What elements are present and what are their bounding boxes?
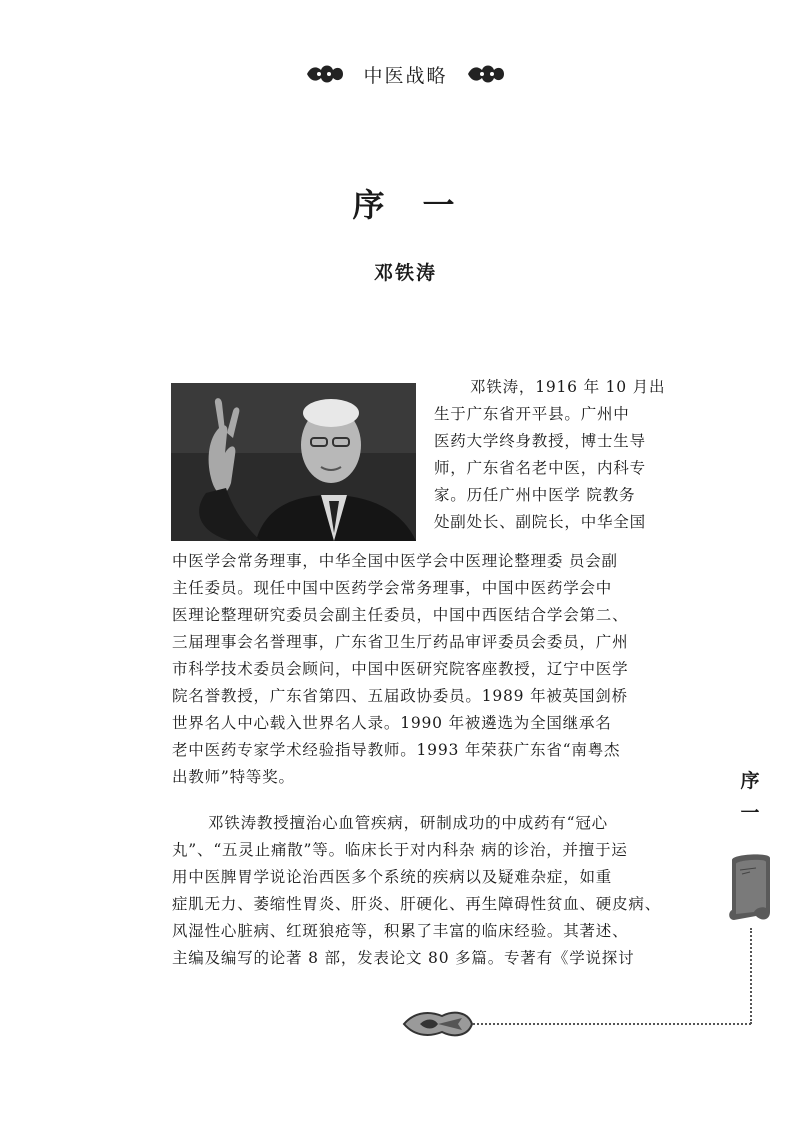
body-line: 用中医脾胃学说论治西医多个系统的疾病以及疑难杂症，如重 (172, 868, 613, 886)
dotted-connector-vertical (750, 928, 752, 1024)
body-line: 三届理事会名誉理事，广东省卫生厅药品审评委员会委员，广州 (172, 633, 629, 651)
page-title (0, 180, 811, 226)
body-line: 丸”、“五灵止痛散”等。临床长于对内科杂 病的诊治，并擅于运 (172, 841, 628, 859)
body-line: 主编及编写的论著 8 部，发表论文 80 多篇。专著有《学说探讨 (172, 949, 635, 967)
right-ornament-icon (466, 62, 506, 86)
side-section-tab (720, 765, 780, 829)
body-line: 风湿性心脏病、红斑狼疮等，积累了丰富的临床经验。其著述、 (172, 922, 629, 940)
intro-line: 家。历任广州中医学 院教务 (434, 486, 636, 504)
body-line: 市科学技术委员会顾问，中国中医研究院客座教授，辽宁中医学 (172, 660, 629, 678)
intro-line: 师，广东省名老中医，内科专 (434, 459, 646, 477)
side-tab-char-2: 一 (740, 802, 760, 824)
body-line: 世界名人中心载入世界名人录。1990 年被遴选为全国继承名 (172, 714, 612, 732)
intro-line: 生于广东省开平县。广州中 (434, 405, 630, 423)
body-line: 出教师”特等奖。 (172, 768, 295, 786)
body-line: 医理论整理研究委员会副主任委员，中国中西医结合学会第二、 (172, 606, 629, 624)
portrait-photo (171, 383, 416, 541)
body-line: 院名誉教授，广东省第四、五届政协委员。1989 年被英国剑桥 (172, 687, 628, 705)
running-title: 中医战略 (363, 64, 448, 87)
body-line: 邓铁涛教授擅治心血管疾病，研制成功的中成药有“冠心 (208, 814, 608, 832)
running-header (0, 60, 811, 88)
title-part-2: 一 (422, 186, 459, 224)
body-line: 主任委员。现任中国中医药学会常务理事，中国中医药学会中 (172, 579, 613, 597)
author-name: 邓铁涛 (373, 262, 437, 284)
footer-ornament-icon (402, 1008, 474, 1040)
intro-line: 医药大学终身教授，博士生导 (434, 432, 646, 450)
body-line: 症肌无力、萎缩性胃炎、肝炎、肝硬化、再生障碍性贫血、硬皮病、 (172, 895, 662, 913)
intro-line: 处副处长、副院长，中华全国 (434, 513, 646, 531)
intro-line: 邓铁涛，1916 年 10 月出 (470, 378, 666, 396)
dotted-connector-horizontal (470, 1023, 751, 1025)
body-line: 老中医药专家学术经验指导教师。1993 年荣获广东省“南粤杰 (172, 741, 621, 759)
body-line: 中医学会常务理事，中华全国中医学会中医理论整理委 员会副 (172, 552, 618, 570)
title-part-1: 序 (352, 186, 389, 224)
scroll-ornament-icon (726, 850, 776, 930)
left-ornament-icon (305, 62, 345, 86)
side-tab-char-1: 序 (740, 770, 760, 792)
